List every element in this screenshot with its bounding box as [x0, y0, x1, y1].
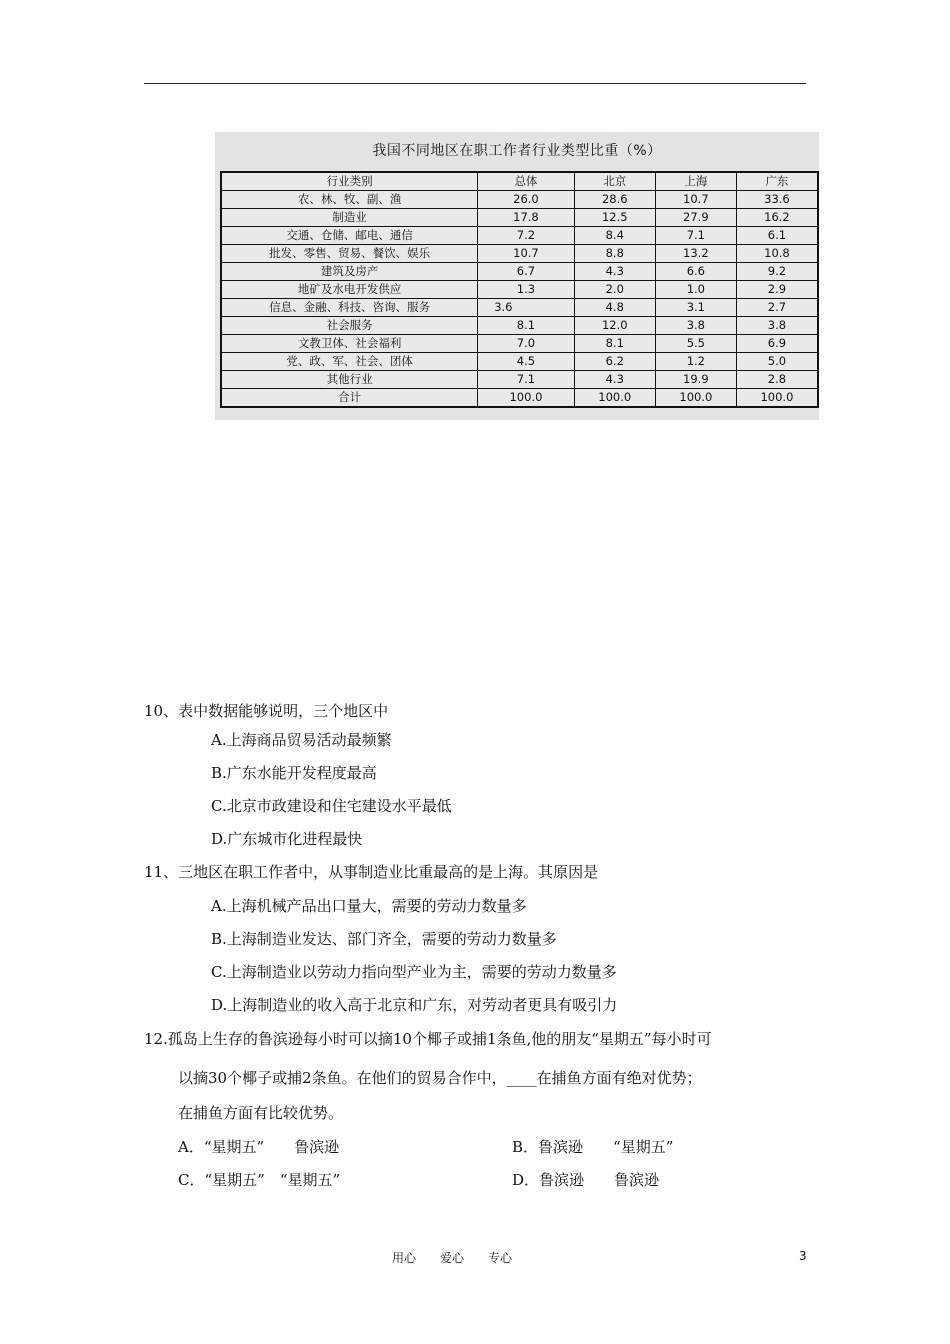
- q12-stem-line1: 12.孤岛上生存的鲁滨逊每小时可以摘10个椰子或捕1条鱼,他的朋友“星期五”每小时可: [144, 1030, 712, 1048]
- column-header: 总体: [478, 172, 575, 191]
- value-cell: 6.9: [736, 335, 818, 353]
- row-label-cell: 文教卫体、社会福利: [221, 335, 478, 353]
- value-cell: 100.0: [736, 389, 818, 408]
- value-cell: 2.0: [574, 281, 655, 299]
- value-cell: 3.1: [655, 299, 736, 317]
- row-label-cell: 信息、金融、科技、咨询、服务: [221, 299, 478, 317]
- value-cell: 10.8: [736, 245, 818, 263]
- value-cell: 8.1: [478, 317, 575, 335]
- q11-stem: 11、三地区在职工作者中，从事制造业比重最高的是上海。其原因是: [144, 863, 599, 881]
- column-header: 广东: [736, 172, 818, 191]
- row-label-cell: 农、林、牧、副、渔: [221, 191, 478, 209]
- value-cell: 4.8: [574, 299, 655, 317]
- value-cell: 6.2: [574, 353, 655, 371]
- value-cell: 1.3: [478, 281, 575, 299]
- value-cell: 2.9: [736, 281, 818, 299]
- q12-stem-line2: 以摘30个椰子或捕2条鱼。在他们的贸易合作中，____在捕鱼方面有绝对优势；: [178, 1069, 702, 1087]
- row-label-cell: 批发、零售、贸易、餐饮、娱乐: [221, 245, 478, 263]
- q11-option-a: A.上海机械产品出口量大，需要的劳动力数量多: [211, 897, 527, 915]
- value-cell: 17.8: [478, 209, 575, 227]
- value-cell: 3.6: [478, 299, 575, 317]
- table-title: 我国不同地区在职工作者行业类型比重（%）: [372, 143, 662, 159]
- q11-option-d: D.上海制造业的收入高于北京和广东，对劳动者更具有吸引力: [211, 996, 618, 1014]
- value-cell: 13.2: [655, 245, 736, 263]
- value-cell: 19.9: [655, 371, 736, 389]
- row-label-cell: 交通、仓储、邮电、通信: [221, 227, 478, 245]
- row-label-cell: 党、政、军、社会、团体: [221, 353, 478, 371]
- value-cell: 8.4: [574, 227, 655, 245]
- value-cell: 6.1: [736, 227, 818, 245]
- row-label-cell: 社会服务: [221, 317, 478, 335]
- page-number: 3: [799, 1249, 807, 1263]
- q10-option-b: B.广东水能开发程度最高: [211, 764, 377, 782]
- q12-option-b: B．鲁滨逊 “星期五”: [512, 1138, 674, 1156]
- value-cell: 3.8: [736, 317, 818, 335]
- q12-stem-line3: 在捕鱼方面有比较优势。: [178, 1104, 344, 1122]
- value-cell: 10.7: [478, 245, 575, 263]
- value-cell: 27.9: [655, 209, 736, 227]
- value-cell: 7.1: [478, 371, 575, 389]
- value-cell: 2.7: [736, 299, 818, 317]
- table-row: [221, 335, 818, 353]
- value-cell: 1.2: [655, 353, 736, 371]
- value-cell: 33.6: [736, 191, 818, 209]
- value-cell: 7.1: [655, 227, 736, 245]
- table-row: [221, 371, 818, 389]
- value-cell: 12.5: [574, 209, 655, 227]
- q10-option-c: C.北京市政建设和住宅建设水平最低: [211, 797, 452, 815]
- value-cell: 26.0: [478, 191, 575, 209]
- value-cell: 100.0: [478, 389, 575, 408]
- value-cell: 100.0: [574, 389, 655, 408]
- value-cell: 1.0: [655, 281, 736, 299]
- table-row: [221, 245, 818, 263]
- table-row: [221, 389, 818, 408]
- value-cell: 10.7: [655, 191, 736, 209]
- value-cell: 9.2: [736, 263, 818, 281]
- q11-option-c: C.上海制造业以劳动力指向型产业为主，需要的劳动力数量多: [211, 963, 617, 981]
- value-cell: 28.6: [574, 191, 655, 209]
- row-label-cell: 其他行业: [221, 371, 478, 389]
- value-cell: 4.3: [574, 263, 655, 281]
- q11-option-b: B.上海制造业发达、部门齐全，需要的劳动力数量多: [211, 930, 557, 948]
- row-label-cell: 地矿及水电开发供应: [221, 281, 478, 299]
- q10-option-a: A.上海商品贸易活动最频繁: [211, 731, 392, 749]
- value-cell: 7.2: [478, 227, 575, 245]
- table-header-row: [221, 172, 818, 191]
- value-cell: 2.8: [736, 371, 818, 389]
- value-cell: 12.0: [574, 317, 655, 335]
- table-row: [221, 299, 818, 317]
- table-row: [221, 317, 818, 335]
- header-rule: [144, 83, 806, 84]
- q10-stem: 10、表中数据能够说明，三个地区中: [144, 702, 389, 720]
- industry-table: [220, 171, 819, 408]
- row-label-cell: 合计: [221, 389, 478, 408]
- value-cell: 4.3: [574, 371, 655, 389]
- value-cell: 4.5: [478, 353, 575, 371]
- footer-motto: 用心 爱心 专心: [392, 1251, 513, 1265]
- column-header: 北京: [574, 172, 655, 191]
- value-cell: 100.0: [655, 389, 736, 408]
- table-row: [221, 353, 818, 371]
- table-row: [221, 209, 818, 227]
- value-cell: 6.6: [655, 263, 736, 281]
- q12-option-d: D．鲁滨逊 鲁滨逊: [512, 1171, 660, 1189]
- row-label-cell: 制造业: [221, 209, 478, 227]
- row-label-cell: 建筑及房产: [221, 263, 478, 281]
- table-row: [221, 281, 818, 299]
- value-cell: 5.5: [655, 335, 736, 353]
- q12-option-a: A．“星期五” 鲁滨逊: [178, 1138, 340, 1156]
- value-cell: 3.8: [655, 317, 736, 335]
- value-cell: 8.8: [574, 245, 655, 263]
- value-cell: 5.0: [736, 353, 818, 371]
- q10-option-d: D.广东城市化进程最快: [211, 830, 363, 848]
- q12-option-c: C．“星期五” “星期五”: [178, 1171, 341, 1189]
- table-row: [221, 191, 818, 209]
- value-cell: 8.1: [574, 335, 655, 353]
- industry-table-figure: [215, 132, 819, 420]
- value-cell: 6.7: [478, 263, 575, 281]
- column-header: 上海: [655, 172, 736, 191]
- value-cell: 7.0: [478, 335, 575, 353]
- table-row: [221, 263, 818, 281]
- value-cell: 16.2: [736, 209, 818, 227]
- column-header: 行业类别: [221, 172, 478, 191]
- table-row: [221, 227, 818, 245]
